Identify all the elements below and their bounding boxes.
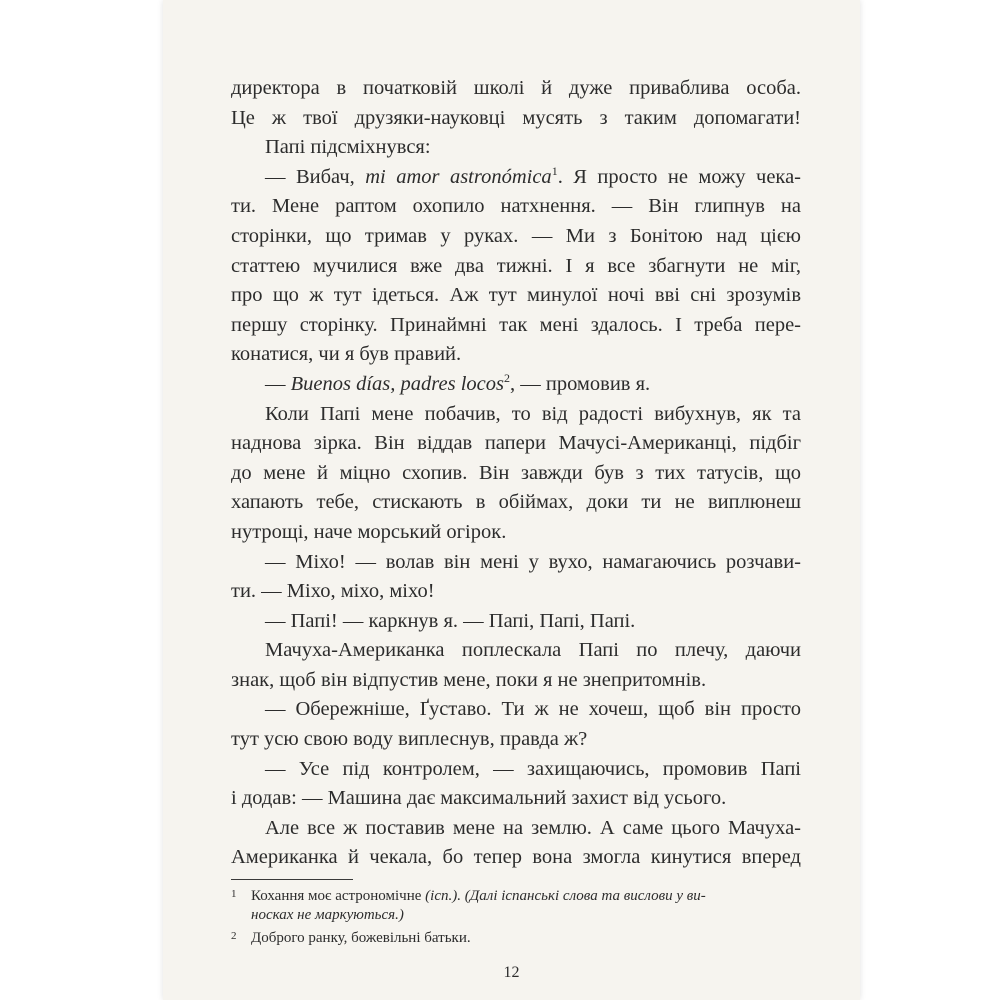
text-line: першу сторінку. Принаймні так мені здалось. І треба пере- — [231, 313, 801, 336]
footnote-1 — [231, 884, 801, 905]
footnotes — [231, 884, 801, 947]
text-line: Але все ж поставив мене на землю. А саме цього Мачуха- — [265, 816, 801, 839]
text-span: , — промовив я. — [509, 372, 651, 395]
text-line: — Обережніше, Ґуставо. Ти ж не хочеш, щоб він просто — [265, 698, 801, 721]
body-text — [231, 74, 801, 873]
text-span: — Вибач, — [265, 165, 355, 188]
footnote-italic: носках не маркуються.) — [251, 907, 404, 923]
text-line: статтею мучилися вже два тижні. І я все збагнути не міг, — [231, 254, 801, 277]
text-span: — — [265, 372, 291, 395]
text-line: про що ж тут ідеться. Аж тут минулої ночі вві сні зрозумів — [231, 284, 801, 307]
text-line: до мене й міцно схопив. Він завжди був з тих татусів, що — [231, 461, 801, 484]
italic-phrase: Buenos días, padres locos — [290, 372, 504, 395]
text-line: ти. Мене раптом охопило натхнення. — Він глипнув на — [231, 195, 801, 218]
page-number: 12 — [503, 964, 520, 981]
text-line: директора в початковій школі й дуже приваблива особа. — [231, 77, 801, 99]
text-line — [231, 163, 801, 193]
footnote-divider — [231, 879, 353, 880]
text-line: — Міхо! — волав він мені у вухо, намагаючись розчави- — [265, 550, 801, 573]
text-line: знак, щоб він відпустив мене, поки я не знепритомнів. — [231, 668, 707, 691]
text-line: Мачуха-Американка поплескала Папі по плечу, даючи — [265, 639, 801, 662]
text-line: ти. — Міхо, міхо, міхо! — [231, 580, 435, 603]
footnote-ref: 2 — [503, 371, 510, 386]
text-line: конатися, чи я був правий. — [231, 343, 462, 366]
text-line: — Папі! — каркнув я. — Папі, Папі, Папі. — [265, 609, 636, 632]
footnote-2 — [231, 926, 801, 947]
book-page — [163, 0, 860, 1000]
footnote-mark: 2 — [231, 930, 237, 942]
text-line: Це ж твої друзяки-науковці мусять з таким допомагати! — [231, 106, 801, 129]
text-span: . Я просто не можу чека- — [557, 165, 802, 188]
text-line: нутрощі, наче морський огірок. — [231, 520, 507, 543]
footnote-text: Доброго ранку, божевільні батьки. — [251, 930, 471, 946]
text-line: Коли Папі мене побачив, то від радості вибухнув, як та — [265, 402, 801, 425]
text-line — [231, 370, 801, 400]
text-line: тут усю свою воду виплеснув, правда ж? — [231, 728, 588, 751]
footnote-mark: 1 — [231, 888, 237, 900]
footnote-1-continuation — [231, 905, 801, 926]
text-line: хапають тебе, стискають в обіймах, доки ти не виплюнеш — [231, 491, 801, 514]
footnote-italic: (ісп.). (Далі іспанські слова та вислови у ви- — [425, 888, 706, 904]
text-line: Папі підсміхнувся: — [265, 136, 431, 159]
footnote-ref: 1 — [551, 163, 558, 178]
italic-phrase: mi amor astronómica — [365, 165, 552, 188]
text-line: сторінки, що тримав у руках. — Ми з Бонітою над цією — [231, 224, 801, 247]
text-line: наднова зірка. Він віддав папери Мачусі-Американці, підбіг — [231, 432, 801, 455]
footnote-text: Кохання моє астрономічне — [251, 888, 426, 904]
text-line: Американка й чекала, бо тепер вона змогла кинутися вперед — [231, 846, 801, 869]
text-line: — Усе під контролем, — захищаючись, промовив Папі — [265, 757, 801, 780]
text-line: і додав: — Машина дає максимальний захист від усього. — [231, 787, 727, 810]
